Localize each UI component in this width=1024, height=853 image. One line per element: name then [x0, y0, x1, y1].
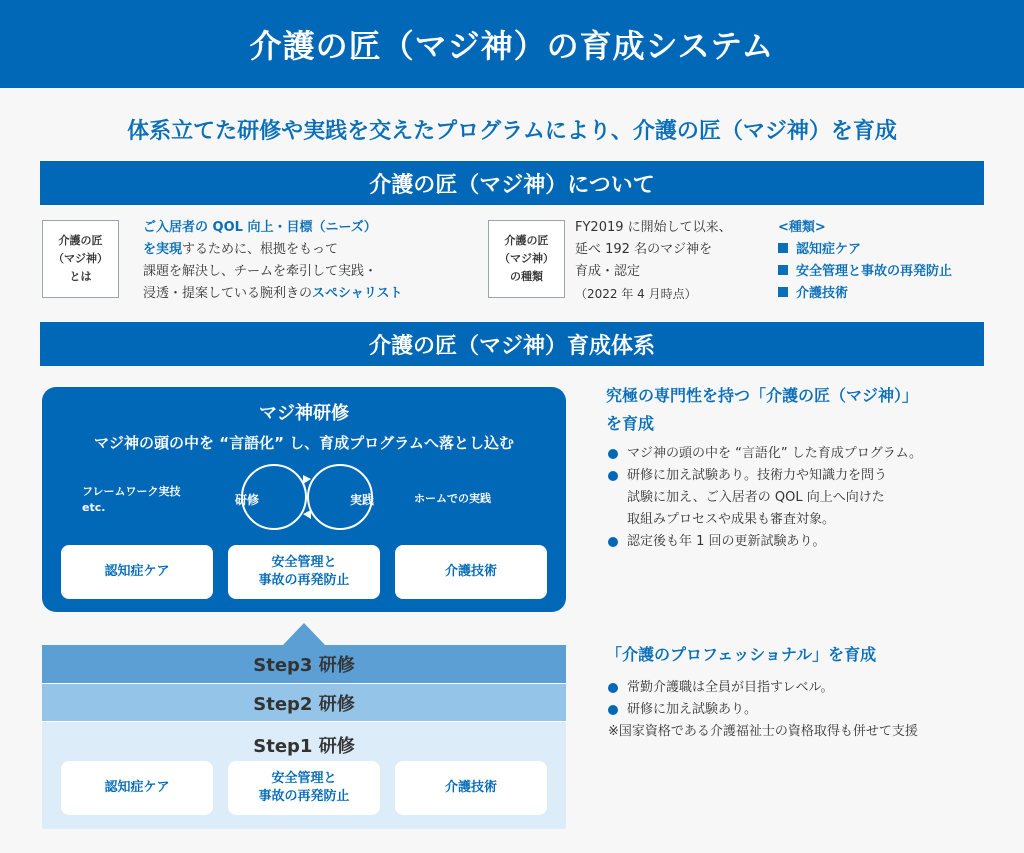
system-band: 介護の匠（マジ神）育成体系 — [40, 322, 984, 366]
framework-practice-label: フレームワーク実技 etc. — [82, 485, 181, 514]
what-line2b: するために、根拠をもって — [182, 242, 339, 257]
kinds-description — [575, 217, 775, 305]
bullet-dot-icon — [608, 537, 618, 547]
square-bullet-icon — [778, 265, 788, 275]
kinds-list — [778, 217, 952, 305]
professional-heading: 「介護のプロフェッショナル」を育成 — [606, 645, 877, 664]
page-title: 介護の匠（マジ神）の育成システム — [249, 27, 775, 65]
professional-note: ※国家資格である介護福祉士の資格取得も併せて支援 — [608, 724, 918, 739]
module-dementia-care: 認知症ケア — [61, 761, 213, 815]
maji-goal-heading: 究極の専門性を持つ「介護の匠（マジ神）」 を育成 — [606, 386, 919, 433]
list-item: 研修に加え試験あり。技術力や知識力を問う 試験に加え、ご入居者の QOL 向上へ向けた 取組みプロセスや成果も審査対象。 — [608, 465, 1008, 531]
kinds-item: 安全管理と事故の再発防止 — [778, 261, 952, 283]
maji-training-title: マジ神研修 — [259, 403, 349, 424]
list-item: 常勤介護職は全員が目指すレベル。 — [608, 677, 1008, 699]
what-line4b: スペシャリスト — [312, 286, 403, 301]
maji-goal-list — [608, 443, 1008, 553]
module-dementia-care: 認知症ケア — [61, 545, 213, 599]
kinds-item: 認知症ケア — [778, 239, 952, 261]
module-care-technique: 介護技術 — [395, 545, 547, 599]
step1-level: Step1 研修 — [42, 721, 566, 829]
bullet-dot-icon — [608, 705, 618, 715]
cycle-training-label: 研修 — [235, 493, 260, 507]
bullet-dot-icon — [608, 683, 618, 693]
step3-level: Step3 研修 — [42, 645, 566, 683]
square-bullet-icon — [778, 243, 788, 253]
kinds-line3: 育成・認定 — [575, 264, 641, 279]
list-item: 研修に加え試験あり。 — [608, 699, 1008, 721]
what-label-box: 介護の匠 （マジ神） とは — [42, 220, 119, 298]
what-line3: 課題を解決し、チームを牽引して実践・ — [143, 264, 378, 279]
what-line2a: を実現 — [143, 242, 183, 257]
square-bullet-icon — [778, 287, 788, 297]
module-care-technique: 介護技術 — [395, 761, 547, 815]
page-subtitle: 体系立てた研修や実践を交えたプログラムにより、介護の匠（マジ神）を育成 — [127, 119, 897, 144]
bullet-dot-icon — [608, 449, 618, 459]
kinds-line1: FY2019 に開始して以来、 — [575, 220, 732, 235]
kinds-item: 介護技術 — [778, 283, 952, 305]
maji-training-panel — [42, 387, 566, 612]
what-line1: ご入居者の QOL 向上・目標（ニーズ） — [143, 220, 377, 235]
cycle-practice-label: 実践 — [350, 493, 375, 507]
professional-list — [608, 677, 1008, 743]
list-item: マジ神の頭の中を “言語化” した育成プログラム。 — [608, 443, 1008, 465]
kinds-line2: 延べ 192 名のマジ神を — [575, 242, 713, 257]
kinds-title: <種類> — [778, 220, 826, 235]
what-line4a: 浸透・提案している腕利きの — [143, 286, 313, 301]
kinds-label-box: 介護の匠 （マジ神） の種類 — [488, 220, 565, 298]
step2-level: Step2 研修 — [42, 683, 566, 721]
step1-modules — [42, 721, 566, 829]
header-bar — [0, 0, 1024, 88]
bullet-dot-icon — [608, 471, 618, 481]
list-item: 認定後も年 1 回の更新試験あり。 — [608, 531, 1008, 553]
home-practice-label: ホームでの実践 — [414, 492, 491, 505]
about-band: 介護の匠（マジ神）について — [40, 161, 984, 205]
what-description — [143, 217, 473, 305]
pyramid-tip-icon — [42, 623, 566, 647]
kinds-line4: （2022 年 4 月時点） — [575, 287, 697, 301]
maji-training-subtitle: マジ神の頭の中を “言語化” し、育成プログラムへ落とし込む — [93, 434, 514, 452]
module-safety-management: 安全管理と 事故の再発防止 — [228, 761, 380, 815]
module-safety-management: 安全管理と 事故の再発防止 — [228, 545, 380, 599]
